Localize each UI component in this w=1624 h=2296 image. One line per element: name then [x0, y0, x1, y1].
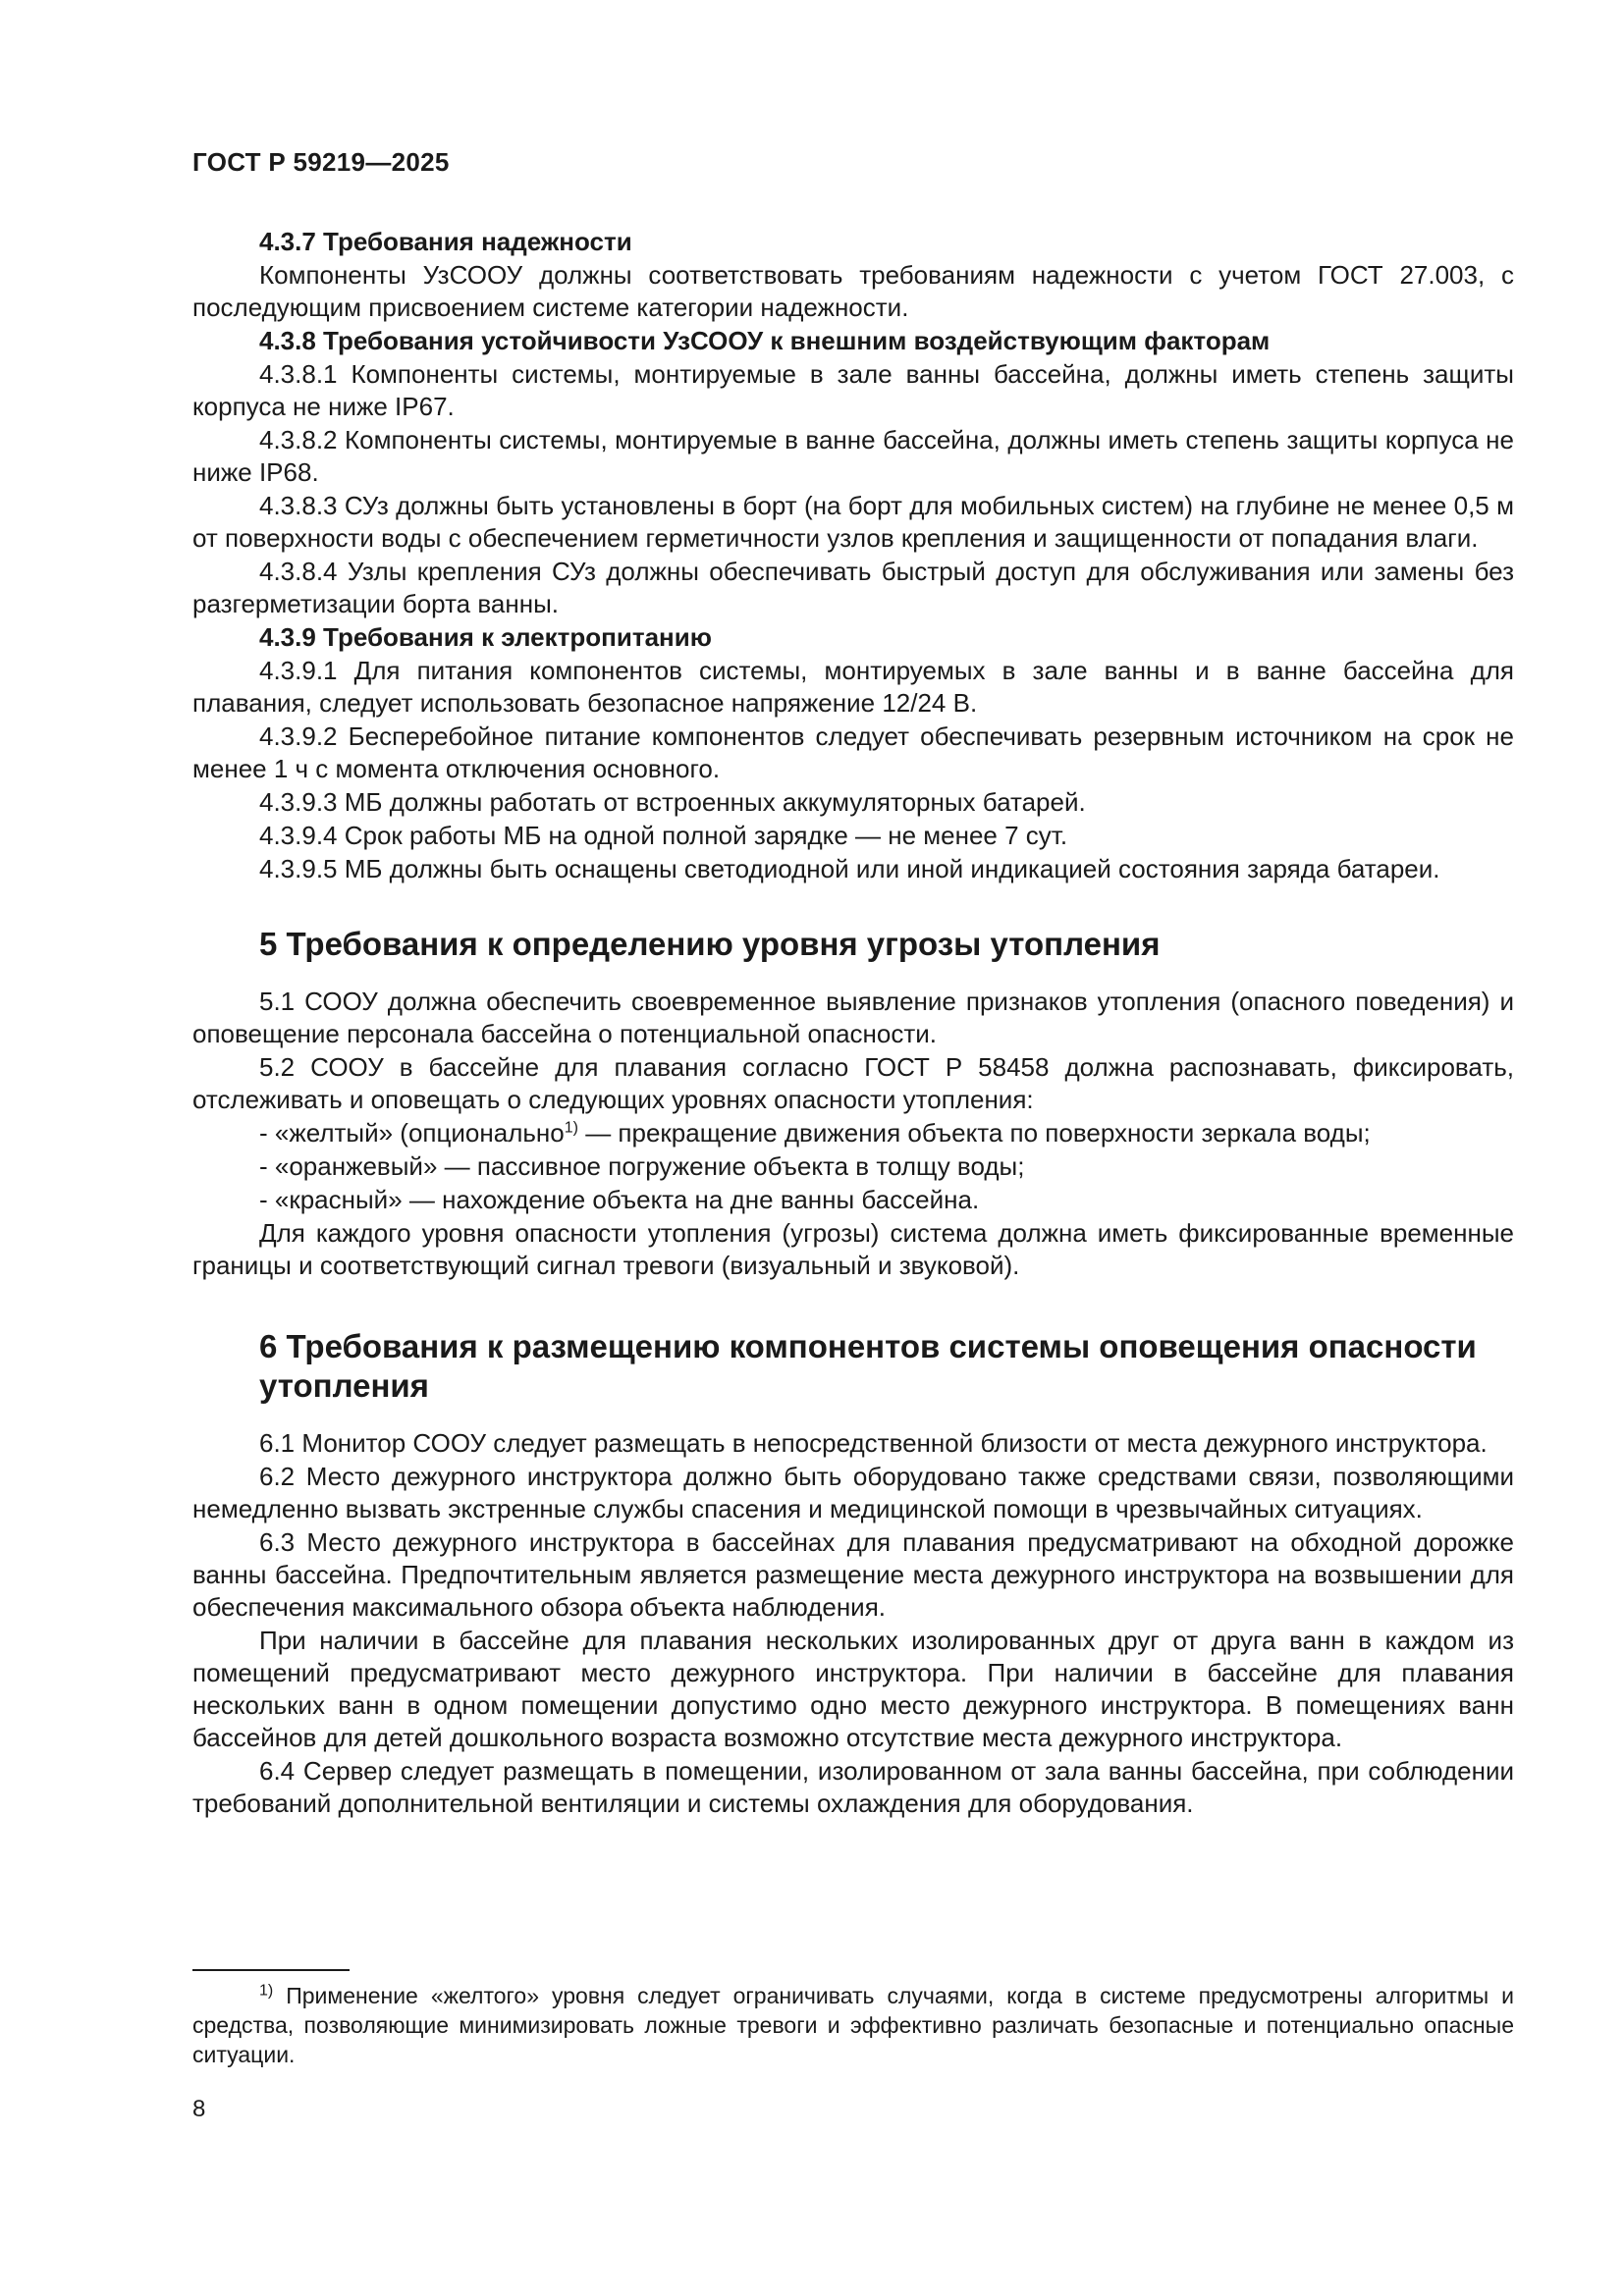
list-item	[192, 1117, 1514, 1149]
footnote-marker: 1)	[259, 1982, 274, 2000]
paragraph: 6.1 Монитор СООУ следует размещать в непосредственной близости от места дежурного инструктора.	[259, 1428, 1488, 1458]
section-title-6	[259, 1327, 1514, 1406]
paragraph: Для каждого уровня опасности утопления (угрозы) система должна иметь фиксированные временные границы и соответствующий сигнал тревоги (визуальный и звуковой).	[192, 1218, 1514, 1280]
section-title-5: 5 Требования к определению уровня угрозы утопления	[259, 926, 1161, 962]
paragraph: 6.2 Место дежурного инструктора должно быть оборудовано также средствами связи, позволяющими немедленно вызвать экстренные службы спасения и медицинской помощи в чрезвычайных ситуациях.	[192, 1462, 1514, 1523]
section-title-line: утопления	[259, 1367, 429, 1404]
list-item-text: — прекращение движения объекта по поверхности зеркала воды;	[577, 1118, 1371, 1148]
document-header: ГОСТ Р 59219—2025	[192, 147, 450, 177]
page-body	[192, 226, 1514, 1821]
list-item: - «красный» — нахождение объекта на дне ванны бассейна.	[259, 1185, 980, 1214]
footnote-reference: 1)	[564, 1119, 578, 1137]
paragraph: 4.3.9.1 Для питания компонентов системы, монтируемых в зале ванны и в ванне бассейна для плавания, следует использовать безопасное напряжение 12/24 В.	[192, 656, 1514, 718]
paragraph: 4.3.8.3 СУз должны быть установлены в борт (на борт для мобильных систем) на глубине не менее 0,5 м от поверхности воды с обеспечением герметичности узлов крепления и защищенности от попадания влаги.	[192, 491, 1514, 553]
list-item: - «оранжевый» — пассивное погружение объекта в толщу воды;	[259, 1151, 1025, 1181]
footnote-divider	[192, 1969, 350, 1971]
subsection-title-4-3-7: 4.3.7 Требования надежности	[259, 227, 632, 256]
subsection-title-4-3-9: 4.3.9 Требования к электропитанию	[259, 622, 712, 652]
paragraph: 4.3.9.5 МБ должны быть оснащены светодиодной или иной индикацией состояния заряда батареи.	[259, 854, 1440, 883]
paragraph: 6.4 Сервер следует размещать в помещении, изолированном от зала ванны бассейна, при соблюдении требований дополнительной вентиляции и системы охлаждения для оборудования.	[192, 1756, 1514, 1818]
paragraph: 5.2 СООУ в бассейне для плавания согласно ГОСТ Р 58458 должна распознавать, фиксировать, отслеживать и оповещать о следующих уровнях опасности утопления:	[192, 1052, 1514, 1114]
footnote	[192, 1981, 1514, 2069]
paragraph: 6.3 Место дежурного инструктора в бассейнах для плавания предусматривают на обходной дорожке ванны бассейна. Предпочтительным является размещение места дежурного инструктора на возвышении для обеспечения максимального обзора объекта наблюдения.	[192, 1527, 1514, 1622]
paragraph: 4.3.8.2 Компоненты системы, монтируемые в ванне бассейна, должны иметь степень защиты корпуса не ниже IP68.	[192, 425, 1514, 487]
subsection-title-4-3-8: 4.3.8 Требования устойчивости УзСООУ к внешним воздействующим факторам	[259, 326, 1271, 355]
paragraph: Компоненты УзСООУ должны соответствовать требованиям надежности с учетом ГОСТ 27.003, с последующим присвоением системе категории надежности.	[192, 260, 1514, 322]
paragraph: 4.3.9.2 Бесперебойное питание компонентов следует обеспечивать резервным источником на срок не менее 1 ч с момента отключения основного.	[192, 721, 1514, 783]
paragraph: При наличии в бассейне для плавания нескольких изолированных друг от друга ванн в каждом из помещений предусматривают место дежурного инструктора. При наличии в бассейне для плавания нескольких ванн в одном помещении допустимо одно место дежурного инструктора. В помещениях ванн бассейнов для детей дошкольного возраста возможно отсутствие места дежурного инструктора.	[192, 1626, 1514, 1752]
section-title-line: 6 Требования к размещению компонентов системы оповещения опасности	[259, 1328, 1477, 1364]
paragraph: 5.1 СООУ должна обеспечить своевременное выявление признаков утопления (опасного поведения) и оповещение персонала бассейна о потенциальной опасности.	[192, 987, 1514, 1048]
paragraph: 4.3.9.4 Срок работы МБ на одной полной зарядке — не менее 7 сут.	[259, 821, 1068, 850]
list-item-text: - «желтый» (опционально	[259, 1118, 565, 1148]
footnote-text: Применение «желтого» уровня следует ограничивать случаями, когда в системе предусмотрены алгоритмы и средства, позволяющие минимизировать ложные тревоги и эффективно различать безопасные и потенциально опасные ситуации.	[192, 1983, 1514, 2067]
paragraph: 4.3.8.4 Узлы крепления СУз должны обеспечивать быстрый доступ для обслуживания или замены без разгерметизации борта ванны.	[192, 557, 1514, 618]
paragraph: 4.3.9.3 МБ должны работать от встроенных аккумуляторных батарей.	[259, 787, 1086, 817]
page-number: 8	[192, 2096, 206, 2122]
paragraph: 4.3.8.1 Компоненты системы, монтируемые в зале ванны бассейна, должны иметь степень защиты корпуса не ниже IP67.	[192, 359, 1514, 421]
